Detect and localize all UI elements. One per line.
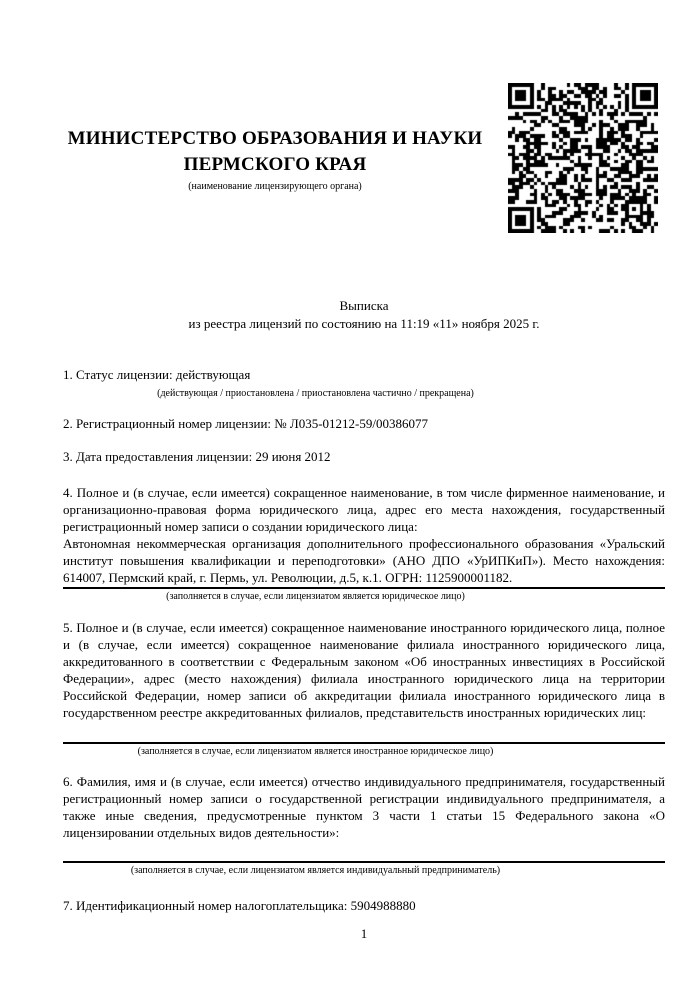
document-subtitle: из реестра лицензий по состоянию на 11:19 «11» ноября 2025 г. xyxy=(188,316,540,331)
licensing-authority-caption: (наименование лицензирующего органа) xyxy=(188,181,362,192)
license-status-line: 1. Статус лицензии: действующая xyxy=(63,367,251,382)
page-number: 1 xyxy=(360,926,368,941)
foreign-entity-rule xyxy=(63,742,665,744)
entrepreneur-section xyxy=(63,773,665,841)
legal-entity-caption: (заполняется в случае, если лицензиатом является юридическое лицо) xyxy=(166,591,465,602)
legal-entity-value: Автономная некоммерческая организация дополнительного профессионального образования «Уральский институт повышения квалификации и переподготовки» (АНО ДПО «УрИПКиП»). Место нахождения: 614007, Пермский край, г. Пермь, ул. Революции, д.5, к.1. ОГРН: 1125900001182. xyxy=(63,536,665,585)
entrepreneur-rule xyxy=(63,861,665,863)
document-header xyxy=(63,126,487,193)
entrepreneur-caption: (заполняется в случае, если лицензиатом является индивидуальный предприниматель) xyxy=(130,865,501,876)
license-grant-date-line: 3. Дата предоставления лицензии: 29 июня 2012 xyxy=(63,449,331,464)
entrepreneur-requirement: 6. Фамилия, имя и (в случае, если имеется) отчество индивидуального предпринимателя, государственный регистрационный номер записи о государственной регистрации индивидуального предпринимателя, а также иные сведения, предусмотренные пунктом 3 части 1 статьи 15 Федерального закона «О лицензировании отдельных видов деятельности»: xyxy=(63,774,665,840)
foreign-entity-section xyxy=(63,619,665,721)
foreign-entity-caption: (заполняется в случае, если лицензиатом является иностранное юридическое лицо) xyxy=(137,746,494,757)
ministry-name-line2: ПЕРМСКОГО КРАЯ xyxy=(183,154,367,175)
status-options-caption: (действующая / приостановлена / приостановлена частично / прекращена) xyxy=(157,388,474,399)
qr-code-icon xyxy=(508,83,658,233)
document-title: Выписка xyxy=(339,298,389,313)
legal-entity-rule xyxy=(63,587,665,589)
license-number-line: 2. Регистрационный номер лицензии: № Л035-01212-59/00386077 xyxy=(63,416,429,431)
legal-entity-requirement: 4. Полное и (в случае, если имеется) сокращенное наименование, в том числе фирменное наименование, и организационно-правовая форма юридического лица, адрес его места нахождения, государственный регистрационный номер записи о создании юридического лица: xyxy=(63,485,665,534)
foreign-entity-requirement: 5. Полное и (в случае, если имеется) сокращенное наименование иностранного юридического лица, полное и (в случае, если имеется) сокращенное наименование филиала иностранного юридического лица, аккредитованного в соответствии с Федеральным законом «Об иностранных инвестициях в Российской Федерации», адрес (место нахождения) филиала иностранного юридического лица на территории Российской Федерации, номер записи об аккредитации филиала иностранного юридического лица в государственном реестре аккредитованных филиалов, представительств иностранных юридических лиц: xyxy=(63,620,665,720)
ministry-name-line1: МИНИСТЕРСТВО ОБРАЗОВАНИЯ И НАУКИ xyxy=(67,128,483,149)
taxpayer-number-line: 7. Идентификационный номер налогоплательщика: 5904988880 xyxy=(63,898,416,913)
document-title-block xyxy=(63,297,665,333)
legal-entity-section xyxy=(63,484,665,586)
